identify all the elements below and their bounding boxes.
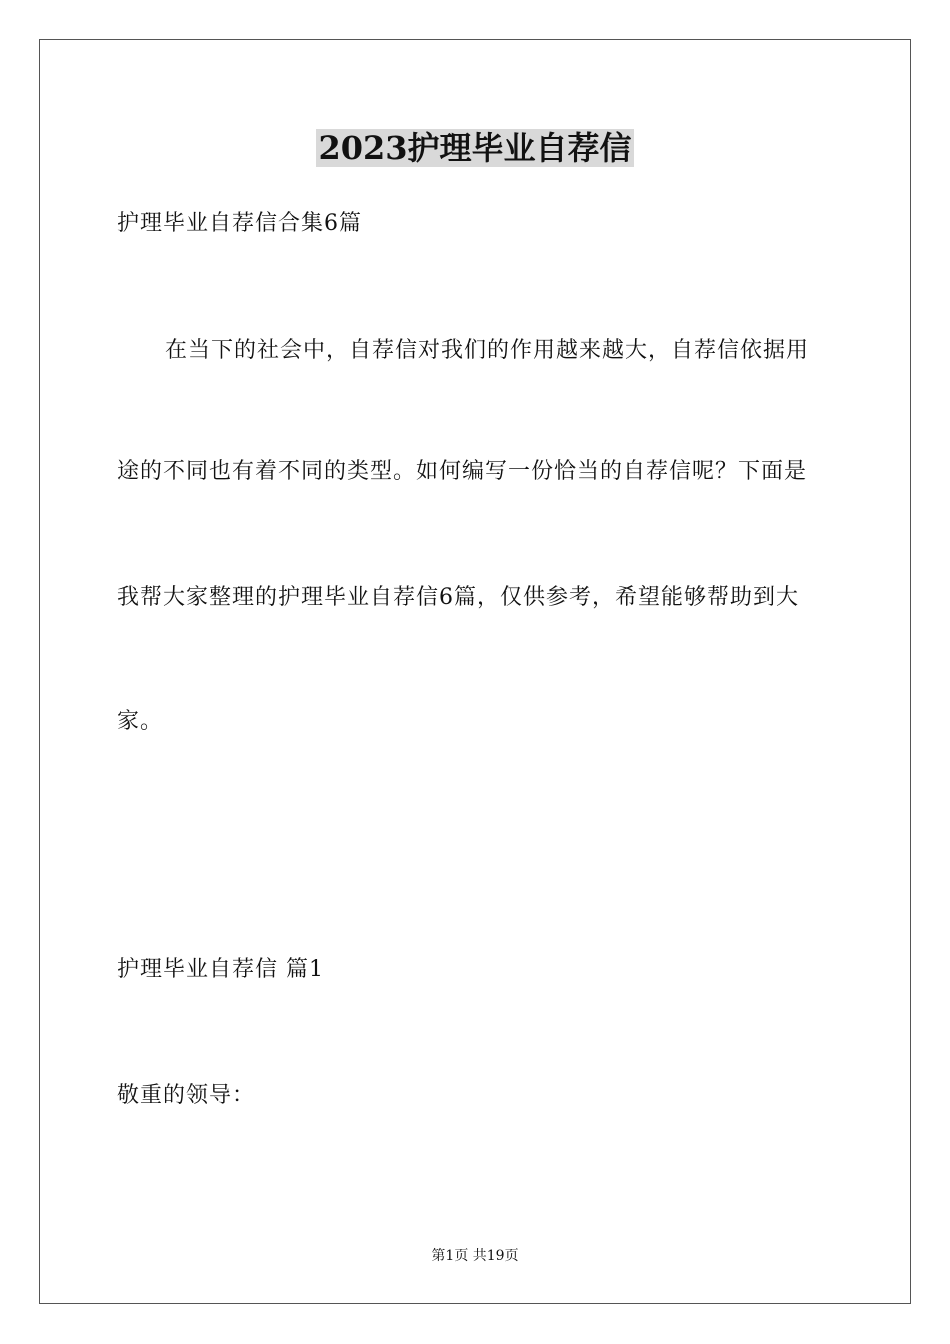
intro-line-2: 途的不同也有着不同的类型。如何编写一份恰当的自荐信呢？下面是 <box>117 459 808 484</box>
page-footer: 第1页 共19页 <box>431 1248 519 1264</box>
intro-line-1: 在当下的社会中，自荐信对我们的作用越来越大，自荐信依据用 <box>165 338 810 363</box>
document-title-text: 2023护理毕业自荐信 <box>318 129 632 167</box>
section-heading: 护理毕业自荐信 篇1 <box>117 957 324 982</box>
document-title <box>0 128 950 168</box>
intro-line-3: 我帮大家整理的护理毕业自荐信6篇，仅供参考，希望能够帮助到大 <box>117 585 799 610</box>
intro-line-4: 家。 <box>117 709 164 734</box>
document-subtitle: 护理毕业自荐信合集6篇 <box>117 211 362 236</box>
salutation: 敬重的领导： <box>117 1083 256 1108</box>
